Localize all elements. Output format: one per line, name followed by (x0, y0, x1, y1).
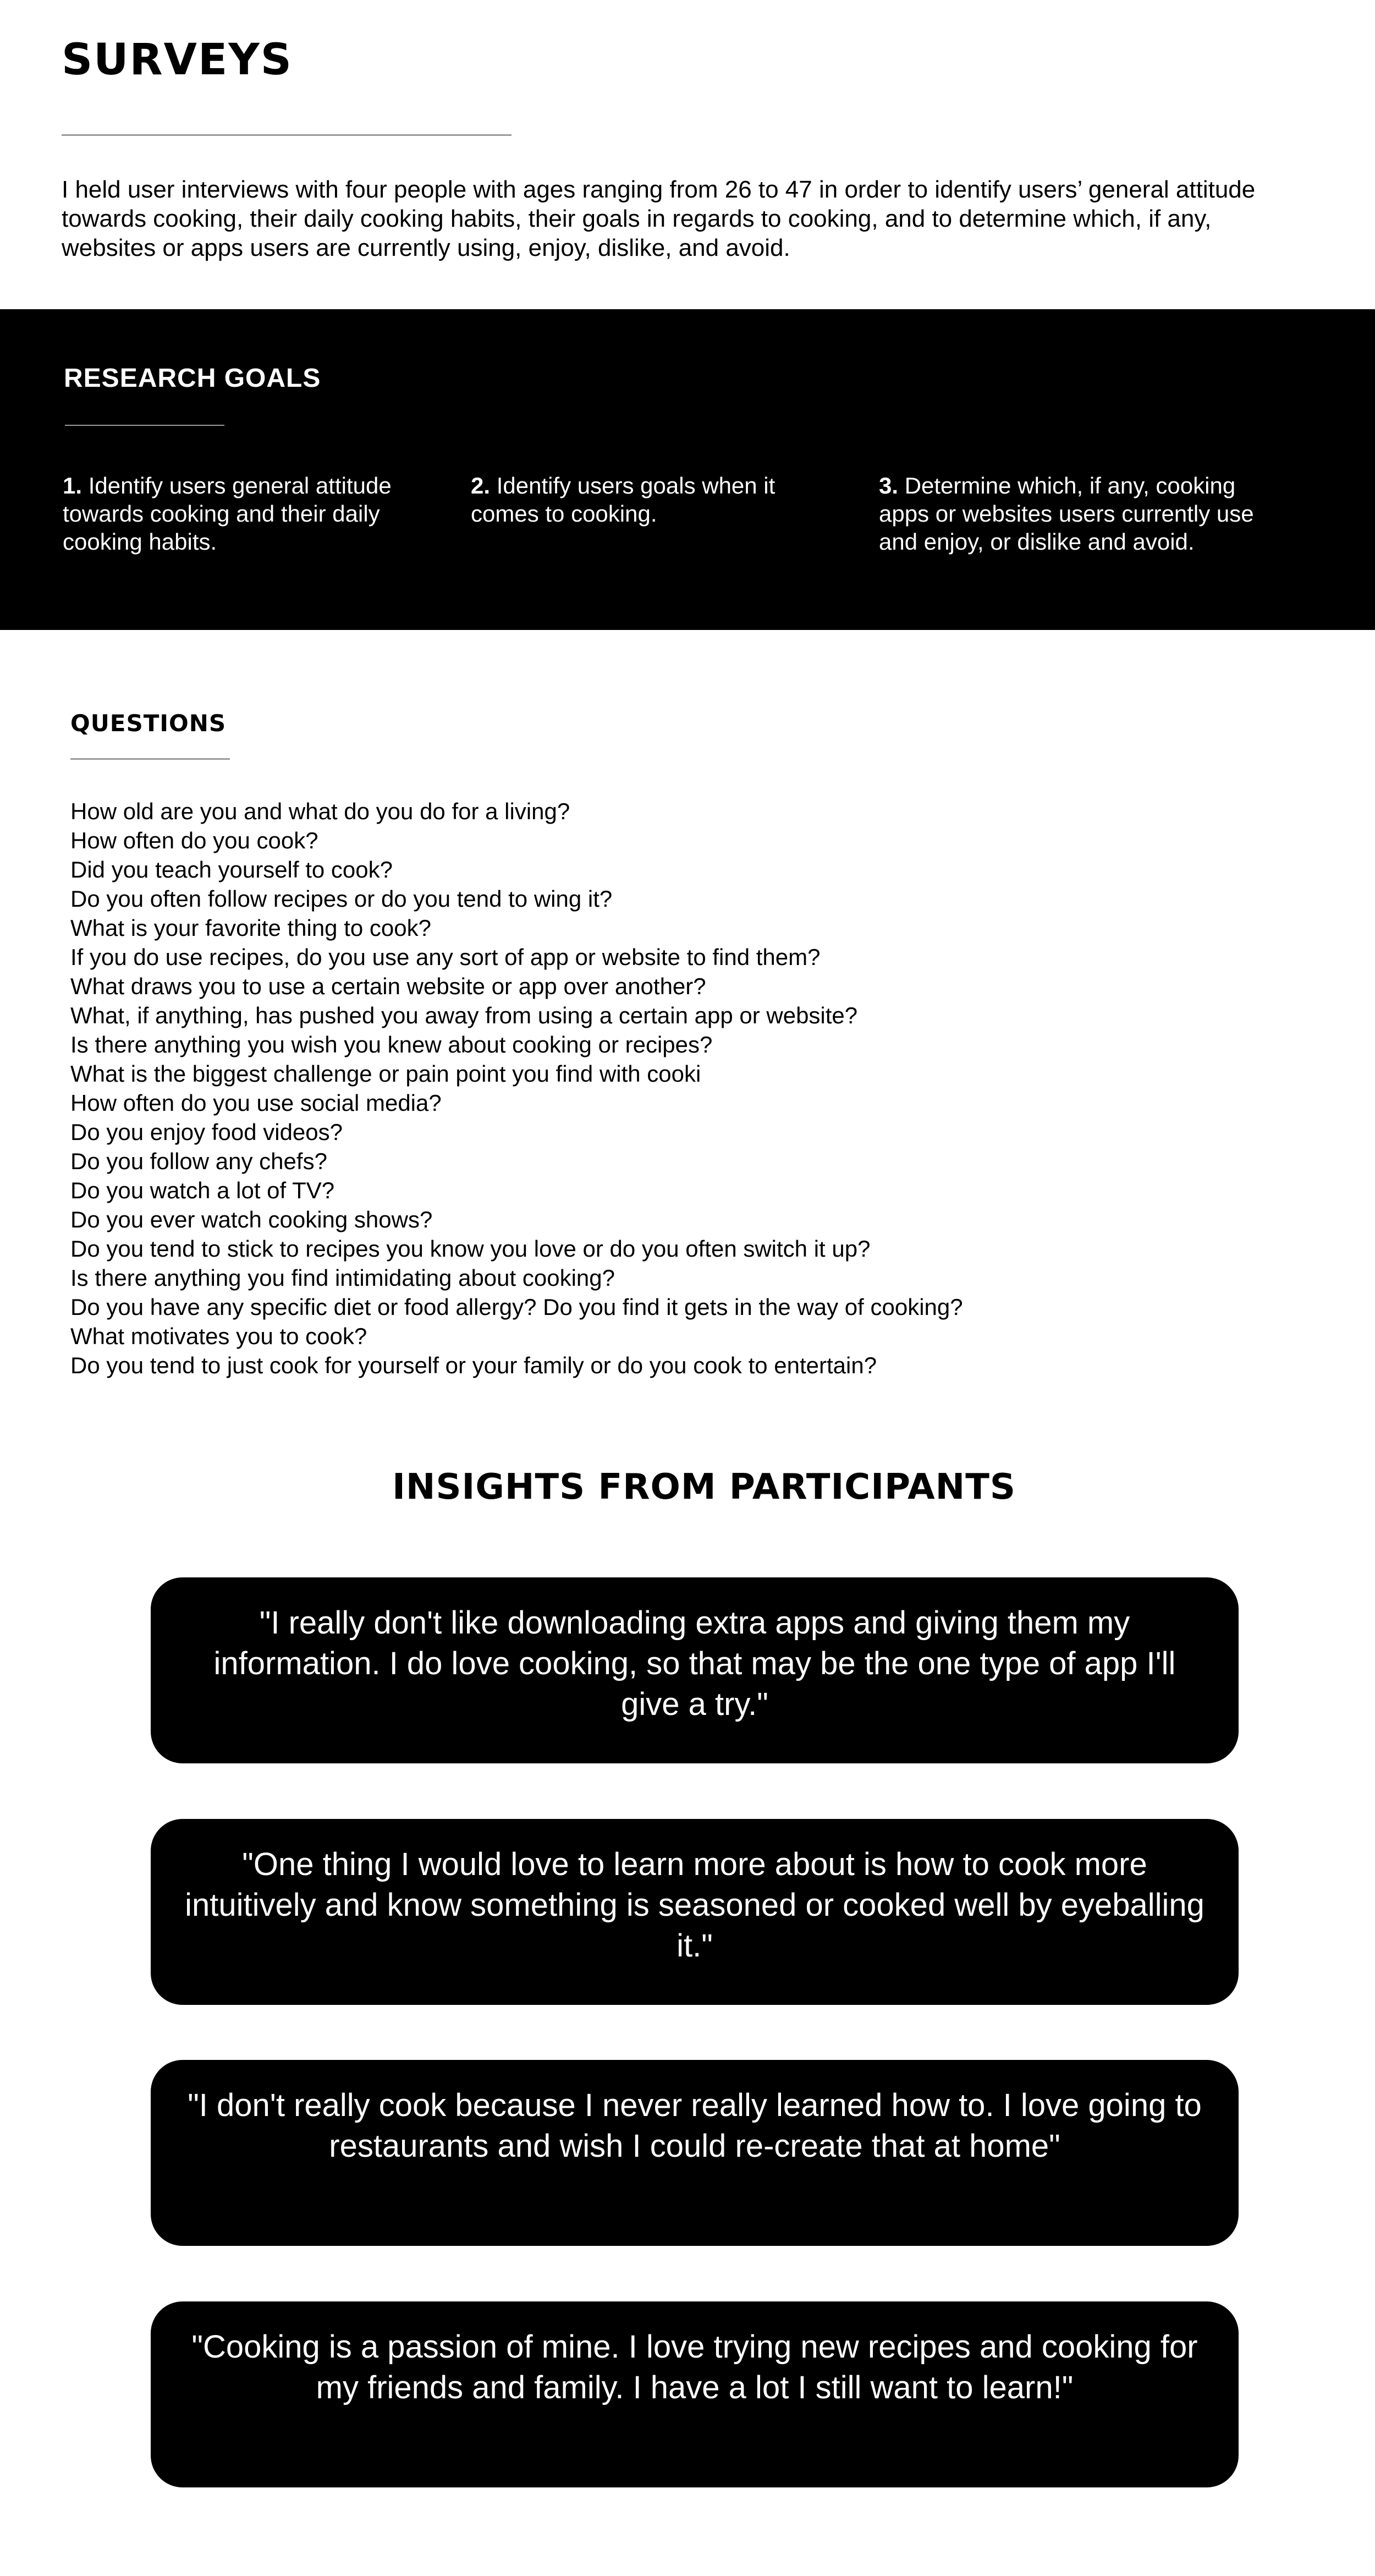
insight-quote-text: "I don't really cook because I never really learned how to. I love going to restaurants and wish I could re-create that at home" (188, 2087, 1202, 2164)
insight-quote-text: "One thing I would love to learn more about is how to cook more intuitively and know something is seasoned or cooked well by eyeballing it." (185, 1846, 1204, 1964)
insight-quote-card (151, 1819, 1239, 2005)
insight-quote-card (151, 2301, 1239, 2487)
title-divider (62, 134, 512, 136)
question-item: Do you follow any chefs? (70, 1148, 327, 1174)
question-item: Did you teach yourself to cook? (70, 857, 393, 883)
question-item: How often do you use social media? (70, 1090, 442, 1116)
question-item: What draws you to use a certain website or app over another? (70, 973, 706, 999)
questions-divider (70, 758, 230, 760)
goal-number: 3. (879, 473, 899, 498)
question-item: Do you watch a lot of TV? (70, 1177, 335, 1203)
research-goal-2 (471, 472, 801, 528)
questions-heading: QUESTIONS (70, 710, 227, 737)
question-item: Do you have any specific diet or food allergy? Do you find it gets in the way of cooking? (70, 1294, 963, 1320)
insights-heading: INSIGHTS FROM PARTICIPANTS (392, 1467, 1016, 1508)
surveys-title: SURVEYS (62, 35, 293, 85)
question-item: Do you enjoy food videos? (70, 1119, 343, 1145)
questions-list (70, 797, 1280, 1380)
question-item: What motivates you to cook? (70, 1323, 367, 1349)
question-item: Is there anything you find intimidating about cooking? (70, 1265, 615, 1291)
question-item: Do you often follow recipes or do you tend to wing it? (70, 886, 613, 912)
question-item: How old are you and what do you do for a living? (70, 798, 570, 824)
goal-text: Identify users general attitude towards cooking and their daily cooking habits. (63, 473, 392, 555)
question-item: How often do you cook? (70, 827, 318, 853)
goal-number: 1. (63, 473, 82, 498)
question-item: What is your favorite thing to cook? (70, 915, 431, 941)
question-item: Do you tend to stick to recipes you know you love or do you often switch it up? (70, 1236, 871, 1262)
insight-quote-card (151, 1577, 1239, 1763)
insight-quote-text: "Cooking is a passion of mine. I love trying new recipes and cooking for my friends and family. I have a lot I still want to learn!" (191, 2329, 1198, 2405)
question-item: Do you tend to just cook for yourself or your family or do you cook to entertain? (70, 1352, 877, 1378)
research-goal-3 (879, 472, 1286, 556)
question-item: What, if anything, has pushed you away from using a certain app or website? (70, 1002, 858, 1028)
research-goals-section (0, 309, 1375, 630)
surveys-intro-paragraph: I held user interviews with four people with ages ranging from 26 to 47 in order to identify users’ general attitude towards cooking, their daily cooking habits, their goals in regards to cooking, and to determine which, if any, websites or apps users are currently using, enjoy, dislike, and avoid. (62, 176, 1256, 261)
goal-text: Determine which, if any, cooking apps or websites users currently use and enjoy, or dislike and avoid. (879, 473, 1254, 555)
goal-text: Identify users goals when it comes to cooking. (471, 473, 776, 527)
research-goals-divider (65, 425, 224, 426)
question-item: If you do use recipes, do you use any sort of app or website to find them? (70, 944, 821, 970)
question-item: Is there anything you wish you knew about cooking or recipes? (70, 1032, 713, 1057)
question-item: Do you ever watch cooking shows? (70, 1207, 433, 1232)
research-goal-1 (63, 472, 393, 556)
insight-quote-text: "I really don't like downloading extra apps and giving them my information. I do love cooking, so that may be the one type of app I'll give a try." (213, 1605, 1176, 1722)
insight-quote-card (151, 2060, 1239, 2246)
question-item: What is the biggest challenge or pain point you find with cooki (70, 1061, 701, 1087)
research-goals-heading: RESEARCH GOALS (64, 364, 321, 393)
goal-number: 2. (471, 473, 491, 498)
